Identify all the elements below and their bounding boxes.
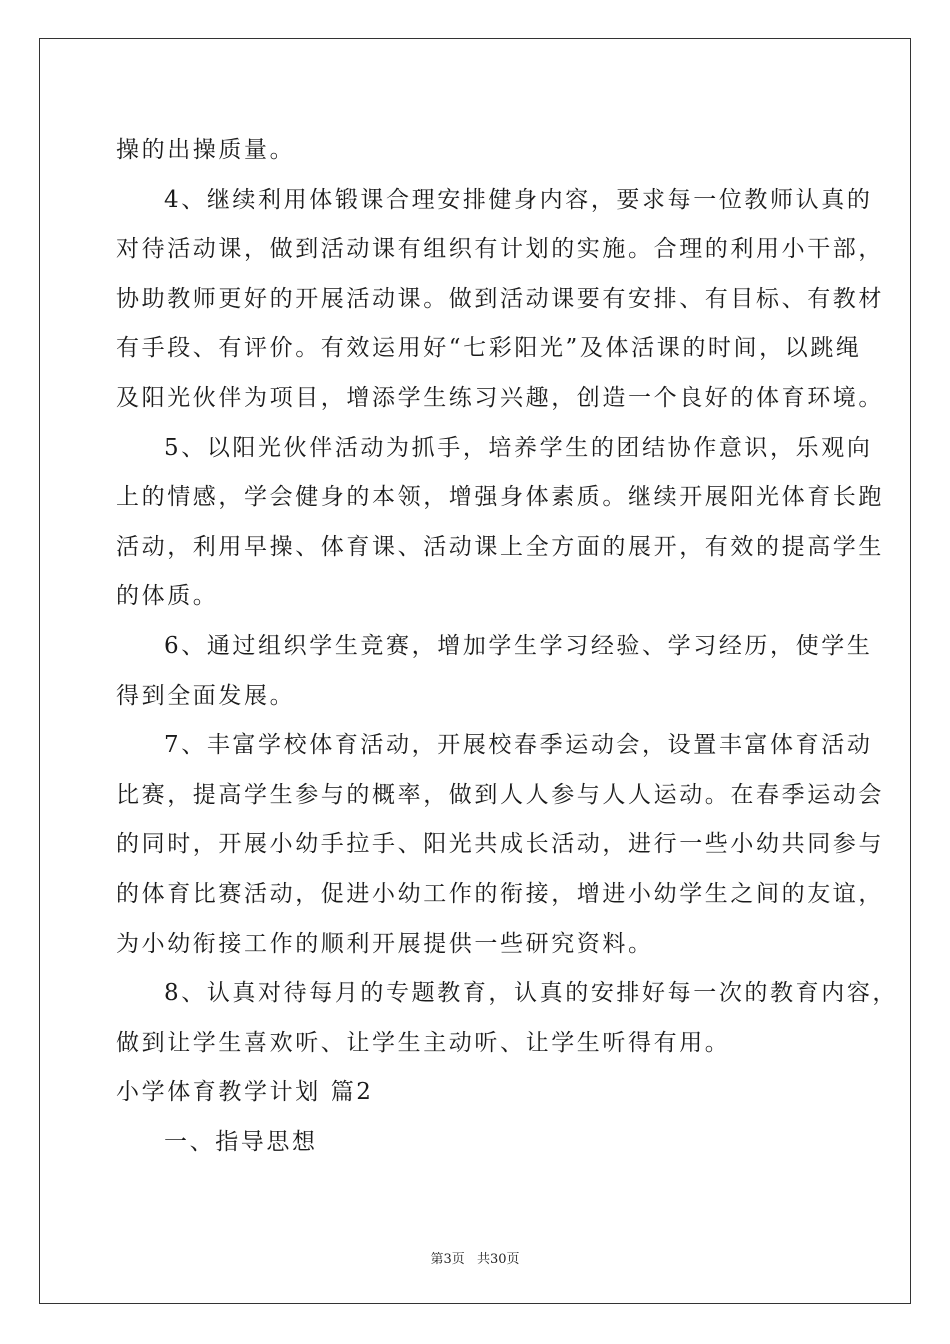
text-line: 上的情感，学会健身的本领，增强身体素质。继续开展阳光体育长跑: [116, 484, 884, 511]
text-line: 8、认真对待每月的专题教育，认真的安排好每一次的教育内容，: [164, 980, 899, 1007]
page-number: 第3页: [430, 1252, 465, 1267]
text-line: 得到全面发展。: [116, 682, 296, 709]
text-line: 的体育比赛活动，促进小幼工作的衔接，增进小幼学生之间的友谊，: [116, 880, 884, 907]
text-line: 及阳光伙伴为项目，增添学生练习兴趣，创造一个良好的体育环境。: [116, 384, 884, 411]
text-line: 做到让学生喜欢听、让学生主动听、让学生听得有用。: [116, 1029, 731, 1056]
text-line: 小学体育教学计划 篇2: [116, 1079, 374, 1106]
page-total: 共30页: [476, 1252, 520, 1267]
text-line: 一、指导思想: [164, 1128, 318, 1155]
document-body: [116, 126, 899, 1167]
text-line: 7、丰富学校体育活动，开展校春季运动会，设置丰富体育活动: [164, 732, 873, 759]
text-line: 的体质。: [116, 583, 219, 610]
text-line: 为小幼衔接工作的顺利开展提供一些研究资料。: [116, 930, 654, 957]
text-line: 5、以阳光伙伴活动为抓手，培养学生的团结协作意识，乐观向: [164, 434, 873, 461]
text-line: 比赛，提高学生参与的概率，做到人人参与人人运动。在春季运动会: [116, 781, 884, 808]
text-line: 有手段、有评价。有效运用好“七彩阳光”及体活课的时间，以跳绳: [116, 335, 862, 362]
text-line: 4、继续利用体锻课合理安排健身内容，要求每一位教师认真的: [164, 186, 873, 213]
text-line: 的同时，开展小幼手拉手、阳光共成长活动，进行一些小幼共同参与: [116, 831, 884, 858]
page-footer: [0, 1248, 950, 1267]
text-line: 操的出操质量。: [116, 137, 296, 163]
text-line: 协助教师更好的开展活动课。做到活动课要有安排、有目标、有教材: [116, 285, 884, 312]
text-line: 活动，利用早操、体育课、活动课上全方面的展开，有效的提高学生: [116, 533, 884, 560]
text-line: 对待活动课，做到活动课有组织有计划的实施。合理的利用小干部，: [116, 236, 884, 263]
text-line: 6、通过组织学生竞赛，增加学生学习经验、学习经历，使学生: [164, 632, 873, 659]
